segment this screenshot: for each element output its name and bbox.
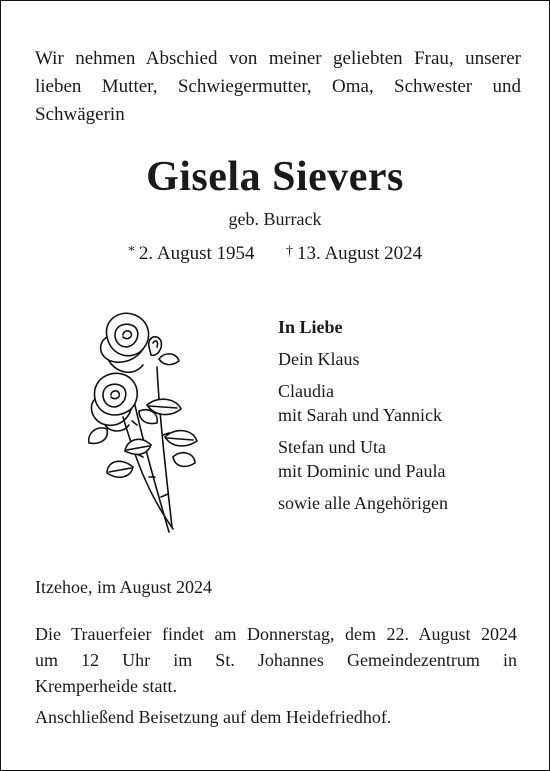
intro-line: Wir nehmen Abschied von meiner geliebten Frau, unserer <box>35 48 521 69</box>
mourner-line: sowie alle Angehörigen <box>278 493 448 513</box>
deceased-name: Gisela Sievers <box>146 154 404 200</box>
death-cross-symbol: † <box>286 244 293 259</box>
birth-star-symbol: * <box>127 244 135 259</box>
mourner-entry <box>278 435 448 483</box>
birth-name: geb. Burrack <box>228 209 322 229</box>
place-date: Itzehoe, im August 2024 <box>35 577 212 597</box>
intro-text <box>35 45 521 129</box>
service-line: um 12 Uhr im St. Johannes Gemeindezentrum in <box>35 650 517 670</box>
mourner-line: mit Dominic und Paula <box>278 461 446 481</box>
mourners-list <box>278 315 448 523</box>
intro-line: lieben Mutter, Schwiegermutter, Oma, Schwester und <box>35 76 521 97</box>
life-dates <box>1 243 549 265</box>
birth-date: 2. August 1954 <box>138 243 255 264</box>
mourners-heading: In Liebe <box>278 317 343 337</box>
death-date: 13. August 2024 <box>297 243 423 264</box>
service-line: Die Trauerfeier findet am Donnerstag, dem 22. August 2024 <box>35 624 517 644</box>
service-info <box>35 621 517 699</box>
mourner-line: mit Sarah und Yannick <box>278 405 442 425</box>
rose-icon <box>77 307 207 537</box>
mourner-line: Claudia <box>278 381 334 401</box>
mourner-entry <box>278 347 448 371</box>
service-line: Kremperheide statt. <box>35 676 177 696</box>
burial-info: Anschließend Beisetzung auf dem Heidefriedhof. <box>35 707 392 727</box>
intro-line: Schwägerin <box>35 104 125 125</box>
mourner-line: Stefan und Uta <box>278 437 386 457</box>
mourner-entry <box>278 491 448 515</box>
mourner-line: Dein Klaus <box>278 349 360 369</box>
mourner-entry <box>278 379 448 427</box>
